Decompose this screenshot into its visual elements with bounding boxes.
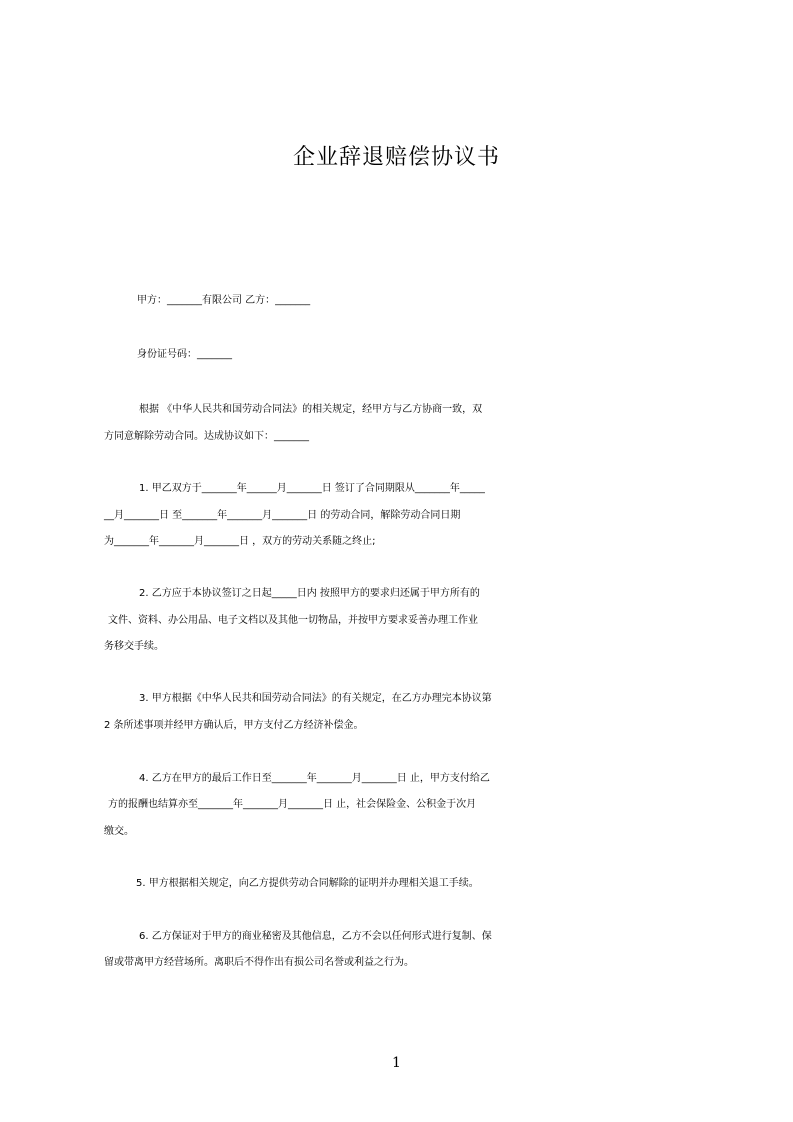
clause-3-line: 2 条所述事项并经甲方确认后，甲方支付乙方经济补偿金。 [104, 720, 364, 731]
party-line: 甲方：_______有限公司 乙方：_______ [137, 295, 311, 306]
clause-4-line: 缴交。 [104, 826, 134, 837]
page-number: 1 [392, 1055, 401, 1071]
clause-5-line: 5. 甲方根据相关规定，向乙方提供劳动合同解除的证明并办理相关退工手续。 [136, 878, 479, 889]
clause-1-line: 为_______年_______月_______日 ，双方的劳动关系随之终止; [104, 536, 376, 547]
clause-2-line: 2. 乙方应于本协议签订之日起_____日内 按照甲方的要求归还属于甲方所有的 [139, 588, 480, 599]
intro-line: 根据 《中华人民共和国劳动合同法》的相关规定，经甲方与乙方协商一致，双 [139, 404, 483, 415]
clause-3-line: 3. 甲方根据《中华人民共和国劳动合同法》的有关规定，在乙方办理完本协议第 [139, 693, 492, 704]
clause-6-line: 留或带离甲方经营场所。离职后不得作出有损公司名誉或利益之行为。 [104, 957, 414, 968]
clause-4-line: 4. 乙方在甲方的最后工作日至_______年_______月_______日 止，甲方支付给乙 [139, 773, 490, 784]
clause-1-line: __月_______日 至_______年_______月_______日 的劳动合同，解除劳动合同日期 [104, 510, 461, 521]
clause-2-line: 务移交手续。 [104, 641, 164, 652]
id-number-line: 身份证号码：_______ [137, 349, 232, 360]
clause-4-line: 方的报酬也结算亦至_______年_______月_______日 止，社会保险金、公积金于次月 [108, 799, 477, 810]
intro-line: 方同意解除劳动合同。达成协议如下：_______ [104, 431, 309, 442]
clause-6-line: 6. 乙方保证对于甲方的商业秘密及其他信息，乙方不会以任何形式进行复制、保 [139, 931, 492, 942]
document-title: 企业辞退赔偿协议书 [292, 145, 500, 170]
clause-2-line: 文件、资料、办公用品、电子文档以及其他一切物品，并按甲方要求妥善办理工作业 [108, 615, 478, 626]
clause-1-line: 1. 甲乙双方于_______年______月_______日 签订了合同期限从_______年_____ [139, 483, 485, 494]
